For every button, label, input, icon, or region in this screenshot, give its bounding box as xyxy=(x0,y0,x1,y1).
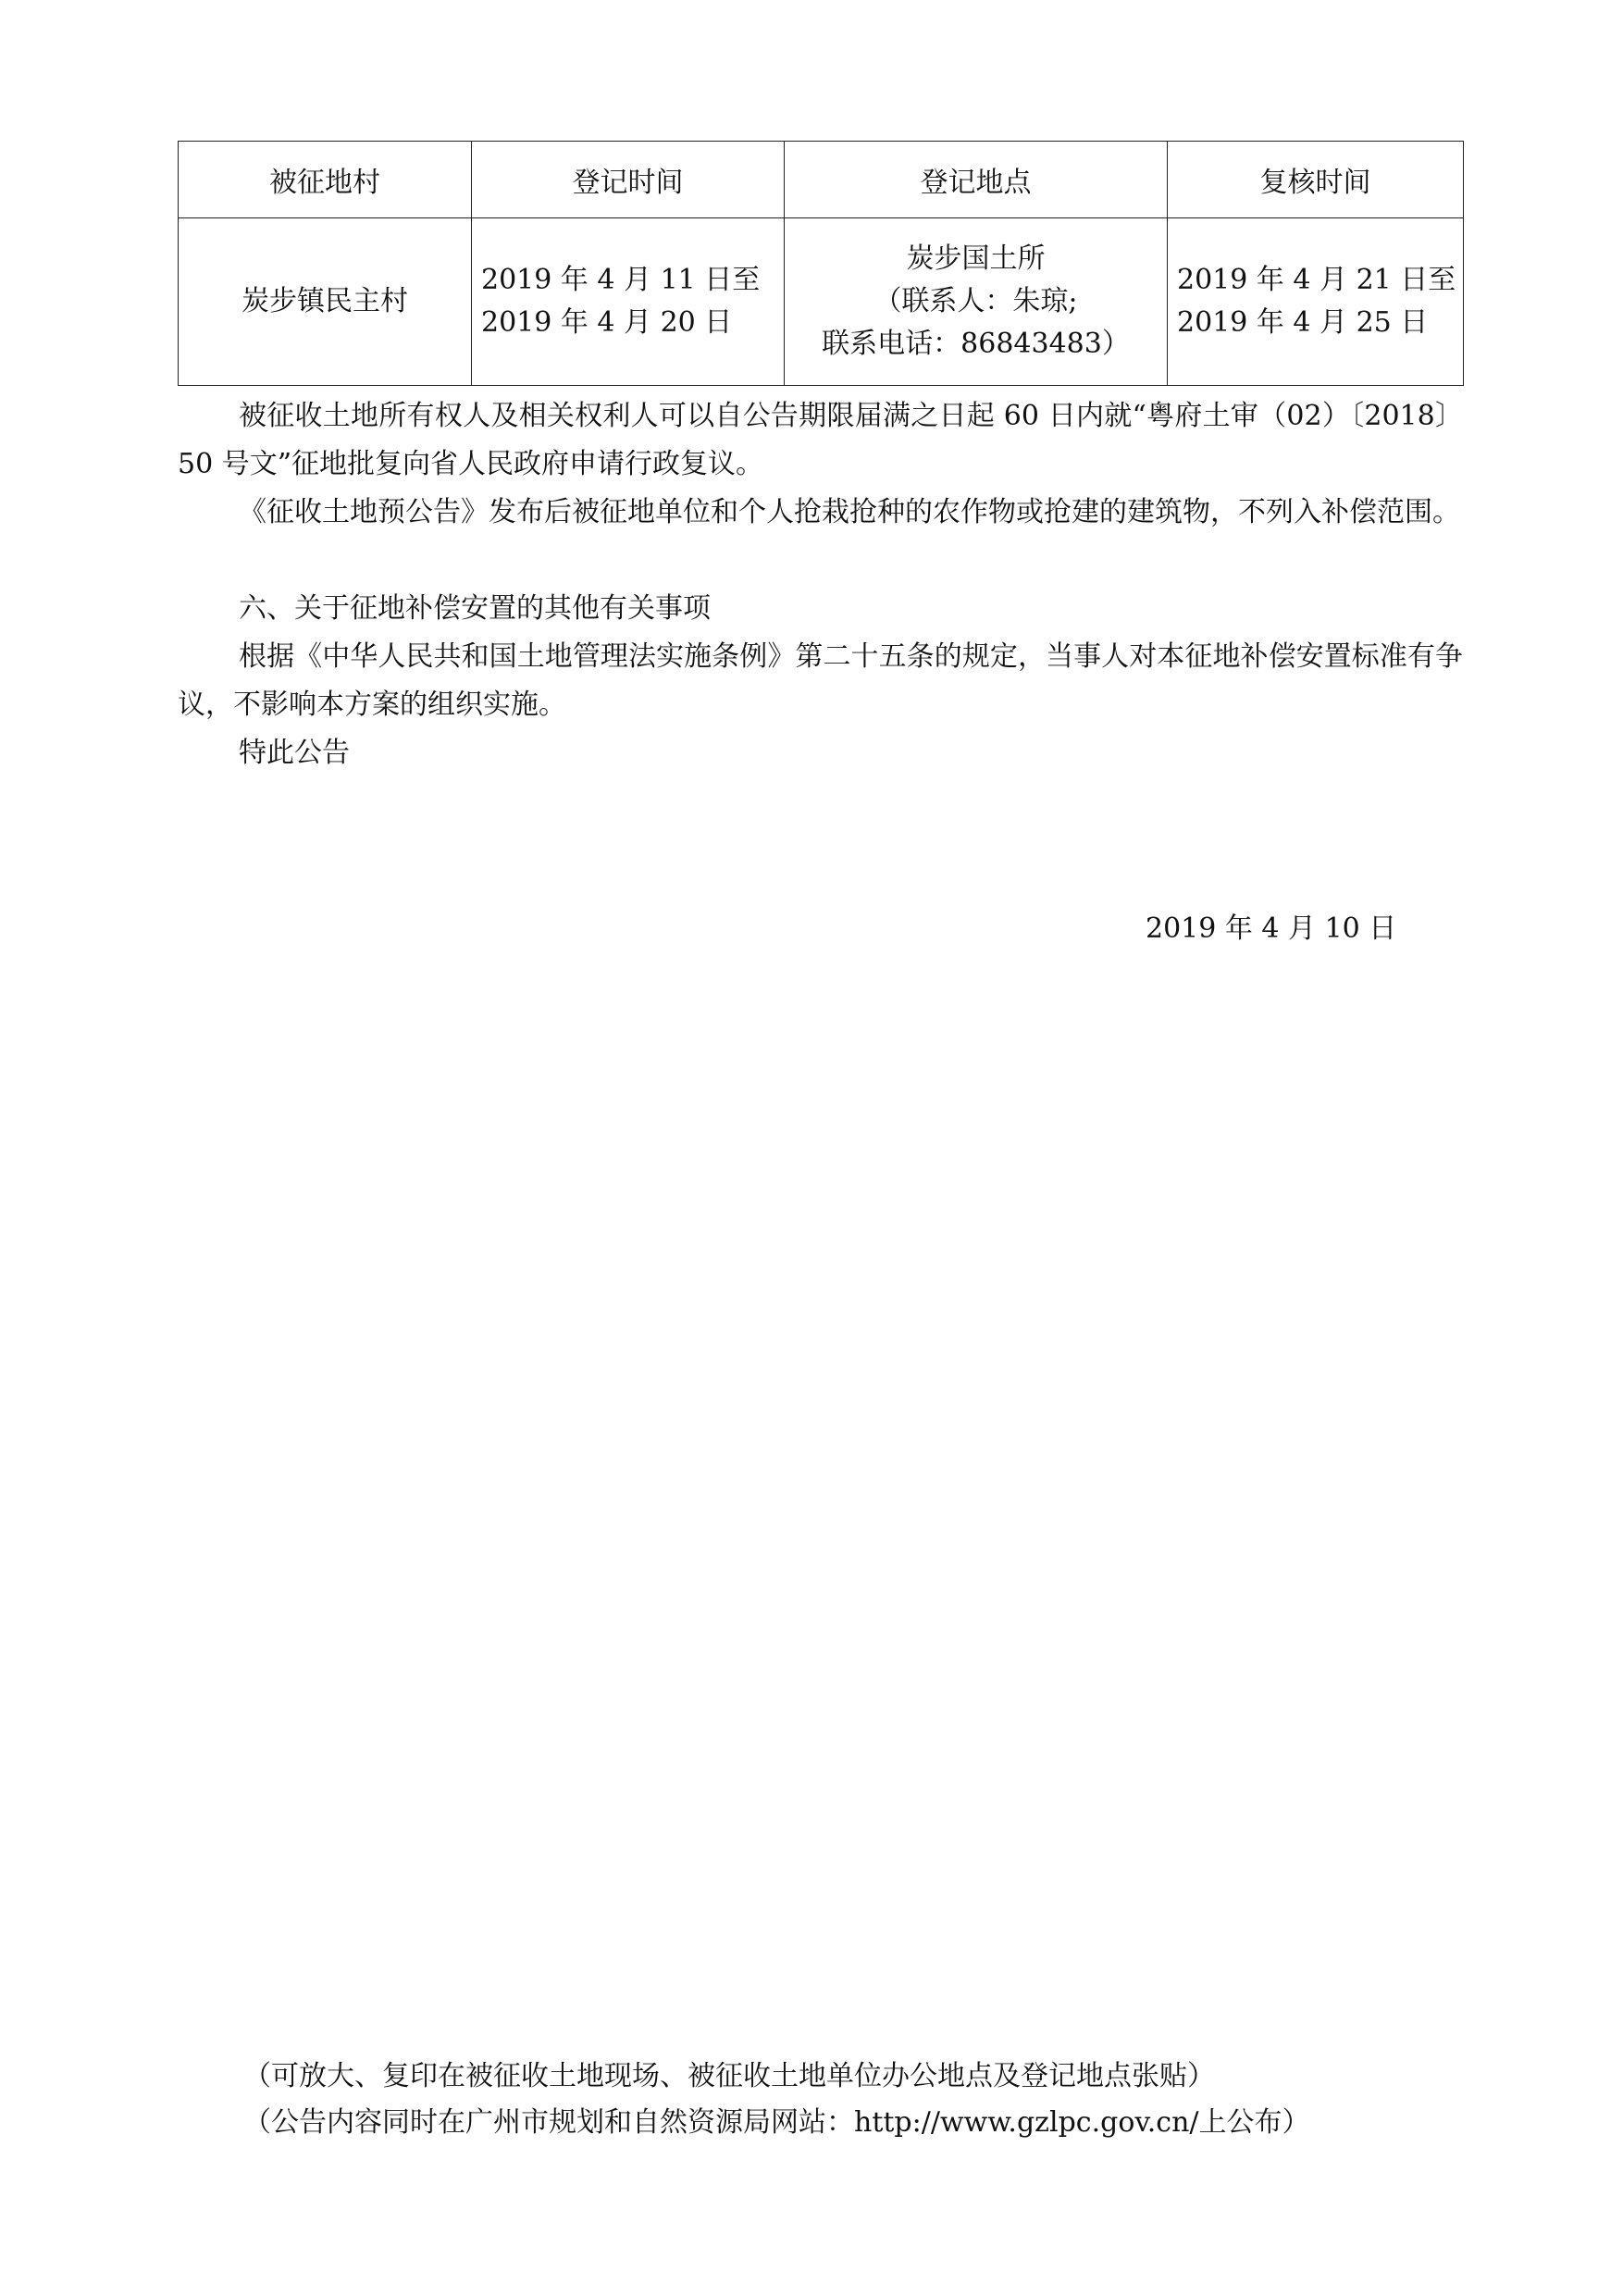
paragraph-regulation: 根据《中华人民共和国土地管理法实施条例》第二十五条的规定，当事人对本征地补偿安置标准有争议，不影响本方案的组织实施。 xyxy=(178,640,1463,721)
table-header-row xyxy=(179,142,1464,218)
footer-note-posting: （可放大、复印在被征收土地现场、被征收土地单位办公地点及登记地点张贴） xyxy=(243,2060,1215,2092)
header-register-time: 登记时间 xyxy=(472,142,785,218)
paragraph-appeal: 被征收土地所有权人及相关权利人可以自公告期限届满之日起 60 日内就“粤府土审（02）〔2018〕50 号文”征地批复向省人民政府申请行政复议。 xyxy=(178,400,1463,480)
paragraph-exclusion: 《征收土地预公告》发布后被征地单位和个人抢栽抢种的农作物或抢建的建筑物，不列入补偿范围。 xyxy=(239,496,1460,528)
header-review-time: 复核时间 xyxy=(1168,142,1464,218)
review-time-start: 2019 年 4 月 21 日至 xyxy=(1177,264,1456,296)
location-phone: 联系电话：86843483） xyxy=(822,328,1130,360)
location-name: 炭步国土所 xyxy=(906,242,1046,275)
cell-register-location xyxy=(785,218,1168,386)
register-time-start: 2019 年 4 月 11 日至 xyxy=(481,264,761,296)
cell-register-time xyxy=(472,218,785,386)
registration-table xyxy=(178,141,1464,386)
location-contact: （联系人：朱琼; xyxy=(873,285,1078,317)
header-register-location: 登记地点 xyxy=(785,142,1168,218)
closing-text: 特此公告 xyxy=(239,737,350,769)
section-heading: 六、关于征地补偿安置的其他有关事项 xyxy=(239,592,711,625)
register-time-end: 2019 年 4 月 20 日 xyxy=(481,306,733,339)
review-time-end: 2019 年 4 月 25 日 xyxy=(1177,306,1429,339)
notice-date: 2019 年 4 月 10 日 xyxy=(1146,912,1397,945)
cell-village: 炭步镇民主村 xyxy=(179,218,472,386)
cell-review-time xyxy=(1168,218,1464,386)
footer-note-website: （公告内容同时在广州市规划和自然资源局网站：http://www.gzlpc.gov.cn/上公布） xyxy=(243,2106,1310,2139)
table-row xyxy=(179,218,1464,386)
header-village: 被征地村 xyxy=(179,142,472,218)
